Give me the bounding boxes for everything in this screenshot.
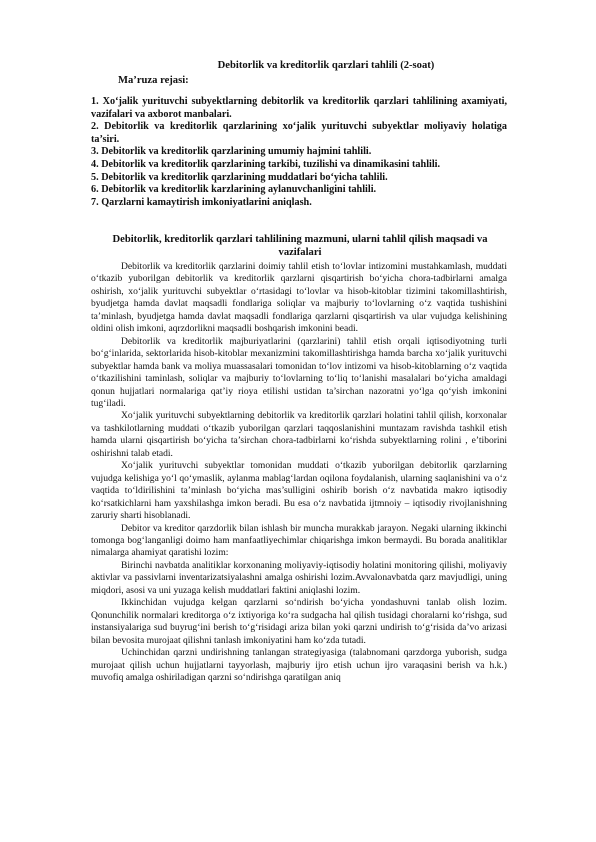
- plan-item: 7. Qarzlarni kamaytirish imkoniyatlarini aniqlash.: [91, 196, 312, 208]
- plan-item: 4. Debitorlik va kreditorlik qarzlarining tarkibi, tuzilishi va dinamikasini tahlili.: [91, 158, 441, 170]
- plan-item: 2. Debitorlik va kreditorlik qarzlarining xo‘jalik yurituvchi subyektlar moliyaviy holatiga ta’siri.: [91, 121, 507, 145]
- paragraph: Uchinchidan qarzni undirishning tanlangan strategiyasiga (talabnomani qarzdorga yuborish, sudga murojaat qilish uchun hujjatlarni tayyorlash, majburiy ijro etish uchun ijro varaqasini berish va h.k.) muvofiq amalga oshiriladigan qarzni so‘ndirishga qaratilgan aniq: [91, 647, 507, 683]
- body-text: [91, 261, 507, 684]
- plan-item: 6. Debitorlik va kreditorlik karzlarining aylanuvchanligini tahlili.: [91, 184, 377, 196]
- lecture-plan-label: Ma’ruza rejasi:: [118, 75, 189, 86]
- paragraph: Debitor va kreditor qarzdorlik bilan ishlash bir muncha murakkab jarayon. Negaki ularning ikkinchi tomonga bog‘langanligi doimo ham manfaatliyechimlar chiqarishga imkon bermaydi. Bu borada analitiklar nimalarga ahamiyat qaratishi lozim:: [91, 522, 507, 559]
- paragraph: Debitorlik va kreditorlik qarzlarini doimiy tahlil etish to‘lovlar intizomini mustahkamlash, muddati o‘tkazib yuborilgan debitorlik va kreditorlik qarzlarni qisqartirish bo‘yicha chora-tadbirlarni amalga oshirish, xo‘jalik yurituvchi subyektlar o‘rtasidagi to‘lovlar va hisob-kitoblar tizimini takomillashtirish, byudjetga hamda davlat maqsadli fondlariga soliqlar va majburiy to‘lovlarning o‘z vaqtida tushishini ta’minlash, byudjetga hamda davlat maqsadli fondlariga qarzlarni qisqartirish va ular vujudga kelishining oldini olish imkoni, aqrzdorlikni maqsadli boshqarish imkonini beadi.: [91, 261, 507, 335]
- paragraph: Debitorlik va kreditorlik majburiyatlarini (qarzlarini) tahlil etish orqali iqtisodiyotning turli bo‘g‘inlarida, sektorlarida hisob-kitoblar mexanizmini takomillashtirishga hamda barcha xo‘jalik yurituvchi subyektlar hamda bank va moliya muassasalari tomonidan to‘lov intizomi va hisob-kitoblarning o‘z vaqtida o‘tkazilishini taminlash, soliqlar va majburiy to‘lovlarning to‘liq to‘lanishi masalalari bo‘yicha amaldagi qonun hujjatlari normalariga qat’iy rioya etilishi ustidan ta’sirchan nazoratni yo‘lga qo‘yish imkonini tug‘iladi.: [91, 335, 507, 409]
- plan-item: 5. Debitorlik va kreditorlik qarzlarining muddatlari bo‘yicha tahlili.: [91, 171, 388, 183]
- plan-item: 1. Xo‘jalik yurituvchi subyektlarning debitorlik va kreditorlik qarzlari tahlilining axamiyati, vazifalari va axborot manbalari.: [91, 96, 507, 120]
- section-title: Debitorlik, kreditorlik qarzlari tahlilining mazmuni, ularni tahlil qilish maqsadi va vazifalari: [112, 234, 488, 258]
- paragraph: Xo‘jalik yurituvchi subyektlarning debitorlik va kreditorlik qarzlari holatini tahlil qilish, korxonalar va tashkilotlarning muddati o‘tkazib yuborilgan qarzlari taqqoslanishini muntazam ravishda tashkil etish hamda ularni qisqartirish bo‘yicha ta’sirchan chora-tadbirlarni ko‘rishda subyektlarning rolini , e’tiborini oshirishni talab etadi.: [91, 410, 507, 459]
- document-title: Debitorlik va kreditorlik qarzlari tahlili (2-soat): [217, 60, 435, 71]
- paragraph: Ikkinchidan vujudga kelgan qarzlarni so‘ndirish bo‘yicha yondashuvni tanlab olish lozim. Qonunchilik normalari kreditorga o‘z ixtiyoriga ko‘ra sudgacha hal qilish tusidagi choralarni ko‘rishga, sud instansiyalariga sud buyrug‘ini berish to‘g‘risidagi ariza bilan yoki qarzni undirish to‘g‘risida da’vo arizasi bilan bevosita murojaat qilishni tanlash imkoniyatini ham ko‘zda tutadi.: [91, 597, 507, 646]
- lecture-plan-list: [91, 96, 507, 209]
- plan-item: 3. Debitorlik va kreditorlik qarzlarining umumiy hajmini tahlili.: [91, 146, 372, 158]
- paragraph: Xo‘jalik yurituvchi subyektlar tomonidan muddati o‘tkazib yuborilgan debitorlik qarzlarning vujudga kelishiga yo‘l qo‘ymaslik, aylanma mablag‘lardan oqilona foydalanish, ularning saqlanishini va o‘z vaqtida to‘ldirilishini ta’minlash bo‘yicha mas’sulligini oshirib borish o‘z navbatida makro iqtisodiy ko‘rsatkichlarni ham yaxshilashga imkon beradi. Bu esa o‘z navbatida ijtmnoiy – iqtisodiy rivojlanishning zaruriy sharti hisoblanadi.: [91, 460, 507, 522]
- paragraph: Birinchi navbatda analitiklar korxonaning moliyaviy-iqtisodiy holatini monitoring qilishi, moliyaviy aktivlar va passivlarni inventarizatsiyalashni amalga oshirishi lozim.Avvalonavbatda qarz mavjudligi, uning miqdori, asosi va uni yuzaga kelish muddatlari faktini aniqlashi lozim.: [91, 559, 507, 596]
